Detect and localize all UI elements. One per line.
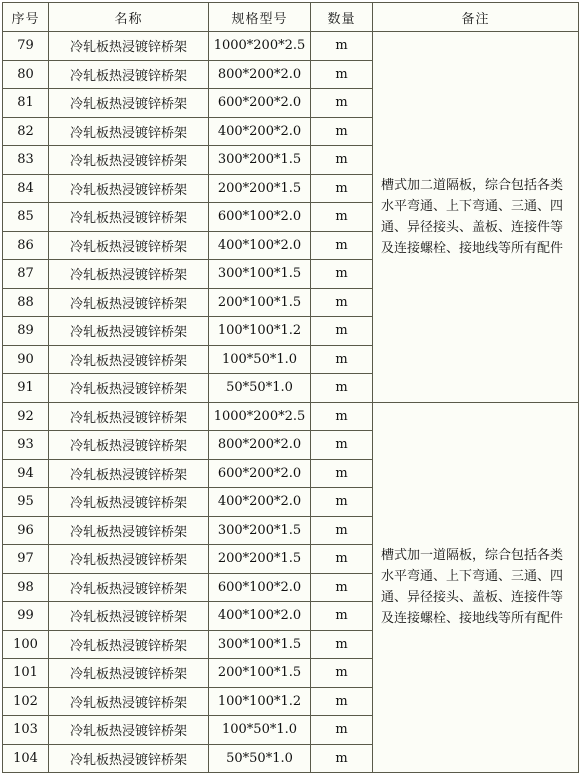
header-spec: 规格型号 [209,3,311,32]
seq-cell: 100 [3,630,49,659]
name-cell: 冷轧板热浸镀锌桥架 [49,60,209,89]
unit-cell: m [311,117,373,146]
spec-cell: 200*100*1.5 [209,288,311,317]
name-cell: 冷轧板热浸镀锌桥架 [49,516,209,545]
header-name: 名称 [49,3,209,32]
unit-cell: m [311,630,373,659]
unit-cell: m [311,32,373,61]
seq-cell: 82 [3,117,49,146]
unit-cell: m [311,545,373,574]
name-cell: 冷轧板热浸镀锌桥架 [49,431,209,460]
name-cell: 冷轧板热浸镀锌桥架 [49,374,209,403]
seq-cell: 96 [3,516,49,545]
unit-cell: m [311,602,373,631]
spec-cell: 200*200*1.5 [209,174,311,203]
unit-cell: m [311,260,373,289]
seq-cell: 94 [3,459,49,488]
unit-cell: m [311,174,373,203]
name-cell: 冷轧板热浸镀锌桥架 [49,174,209,203]
name-cell: 冷轧板热浸镀锌桥架 [49,345,209,374]
spec-cell: 800*200*2.0 [209,431,311,460]
unit-cell: m [311,716,373,745]
spec-cell: 50*50*1.0 [209,744,311,773]
spec-cell: 400*200*2.0 [209,117,311,146]
name-cell: 冷轧板热浸镀锌桥架 [49,716,209,745]
spec-cell: 300*100*1.5 [209,260,311,289]
seq-cell: 80 [3,60,49,89]
seq-cell: 98 [3,573,49,602]
seq-cell: 103 [3,716,49,745]
name-cell: 冷轧板热浸镀锌桥架 [49,545,209,574]
seq-cell: 79 [3,32,49,61]
name-cell: 冷轧板热浸镀锌桥架 [49,317,209,346]
spec-cell: 600*100*2.0 [209,203,311,232]
table-row [3,32,579,61]
unit-cell: m [311,146,373,175]
seq-cell: 93 [3,431,49,460]
unit-cell: m [311,687,373,716]
seq-cell: 88 [3,288,49,317]
seq-cell: 95 [3,488,49,517]
name-cell: 冷轧板热浸镀锌桥架 [49,573,209,602]
header-seq: 序号 [3,3,49,32]
spec-cell: 300*100*1.5 [209,630,311,659]
spec-cell: 600*100*2.0 [209,573,311,602]
spec-cell: 400*200*2.0 [209,488,311,517]
name-cell: 冷轧板热浸镀锌桥架 [49,231,209,260]
seq-cell: 102 [3,687,49,716]
seq-cell: 90 [3,345,49,374]
note-cell: 槽式加一道隔板，综合包括各类水平弯通、上下弯通、三通、四通、异径接头、盖板、连接件等及连接螺栓、接地线等所有配件 [373,402,579,773]
cable-tray-spec-table [2,2,579,773]
spec-cell: 100*100*1.2 [209,687,311,716]
unit-cell: m [311,317,373,346]
unit-cell: m [311,744,373,773]
seq-cell: 84 [3,174,49,203]
unit-cell: m [311,60,373,89]
seq-cell: 89 [3,317,49,346]
name-cell: 冷轧板热浸镀锌桥架 [49,117,209,146]
seq-cell: 91 [3,374,49,403]
name-cell: 冷轧板热浸镀锌桥架 [49,744,209,773]
name-cell: 冷轧板热浸镀锌桥架 [49,602,209,631]
unit-cell: m [311,374,373,403]
unit-cell: m [311,288,373,317]
spec-cell: 100*50*1.0 [209,345,311,374]
spec-cell: 300*200*1.5 [209,146,311,175]
spec-cell: 100*100*1.2 [209,317,311,346]
seq-cell: 86 [3,231,49,260]
unit-cell: m [311,516,373,545]
spec-cell: 400*100*2.0 [209,602,311,631]
unit-cell: m [311,488,373,517]
name-cell: 冷轧板热浸镀锌桥架 [49,89,209,118]
unit-cell: m [311,431,373,460]
table-row [3,402,579,431]
name-cell: 冷轧板热浸镀锌桥架 [49,32,209,61]
name-cell: 冷轧板热浸镀锌桥架 [49,146,209,175]
seq-cell: 87 [3,260,49,289]
unit-cell: m [311,203,373,232]
name-cell: 冷轧板热浸镀锌桥架 [49,402,209,431]
seq-cell: 85 [3,203,49,232]
spec-cell: 200*200*1.5 [209,545,311,574]
seq-cell: 99 [3,602,49,631]
header-qty: 数量 [311,3,373,32]
seq-cell: 83 [3,146,49,175]
seq-cell: 97 [3,545,49,574]
name-cell: 冷轧板热浸镀锌桥架 [49,488,209,517]
name-cell: 冷轧板热浸镀锌桥架 [49,288,209,317]
name-cell: 冷轧板热浸镀锌桥架 [49,687,209,716]
seq-cell: 81 [3,89,49,118]
seq-cell: 104 [3,744,49,773]
unit-cell: m [311,89,373,118]
seq-cell: 101 [3,659,49,688]
unit-cell: m [311,459,373,488]
spec-cell: 400*100*2.0 [209,231,311,260]
name-cell: 冷轧板热浸镀锌桥架 [49,260,209,289]
spec-cell: 1000*200*2.5 [209,402,311,431]
name-cell: 冷轧板热浸镀锌桥架 [49,203,209,232]
unit-cell: m [311,345,373,374]
spec-cell: 100*50*1.0 [209,716,311,745]
unit-cell: m [311,573,373,602]
unit-cell: m [311,659,373,688]
table-body [3,32,579,773]
name-cell: 冷轧板热浸镀锌桥架 [49,459,209,488]
spec-cell: 200*100*1.5 [209,659,311,688]
header-note: 备注 [373,3,579,32]
unit-cell: m [311,231,373,260]
seq-cell: 92 [3,402,49,431]
unit-cell: m [311,402,373,431]
spec-cell: 300*200*1.5 [209,516,311,545]
spec-cell: 1000*200*2.5 [209,32,311,61]
name-cell: 冷轧板热浸镀锌桥架 [49,630,209,659]
note-cell: 槽式加二道隔板，综合包括各类水平弯通、上下弯通、三通、四通、异径接头、盖板、连接件等及连接螺栓、接地线等所有配件 [373,32,579,403]
header-row [3,3,579,32]
spec-cell: 50*50*1.0 [209,374,311,403]
spec-cell: 600*200*2.0 [209,459,311,488]
name-cell: 冷轧板热浸镀锌桥架 [49,659,209,688]
spec-cell: 600*200*2.0 [209,89,311,118]
spec-cell: 800*200*2.0 [209,60,311,89]
